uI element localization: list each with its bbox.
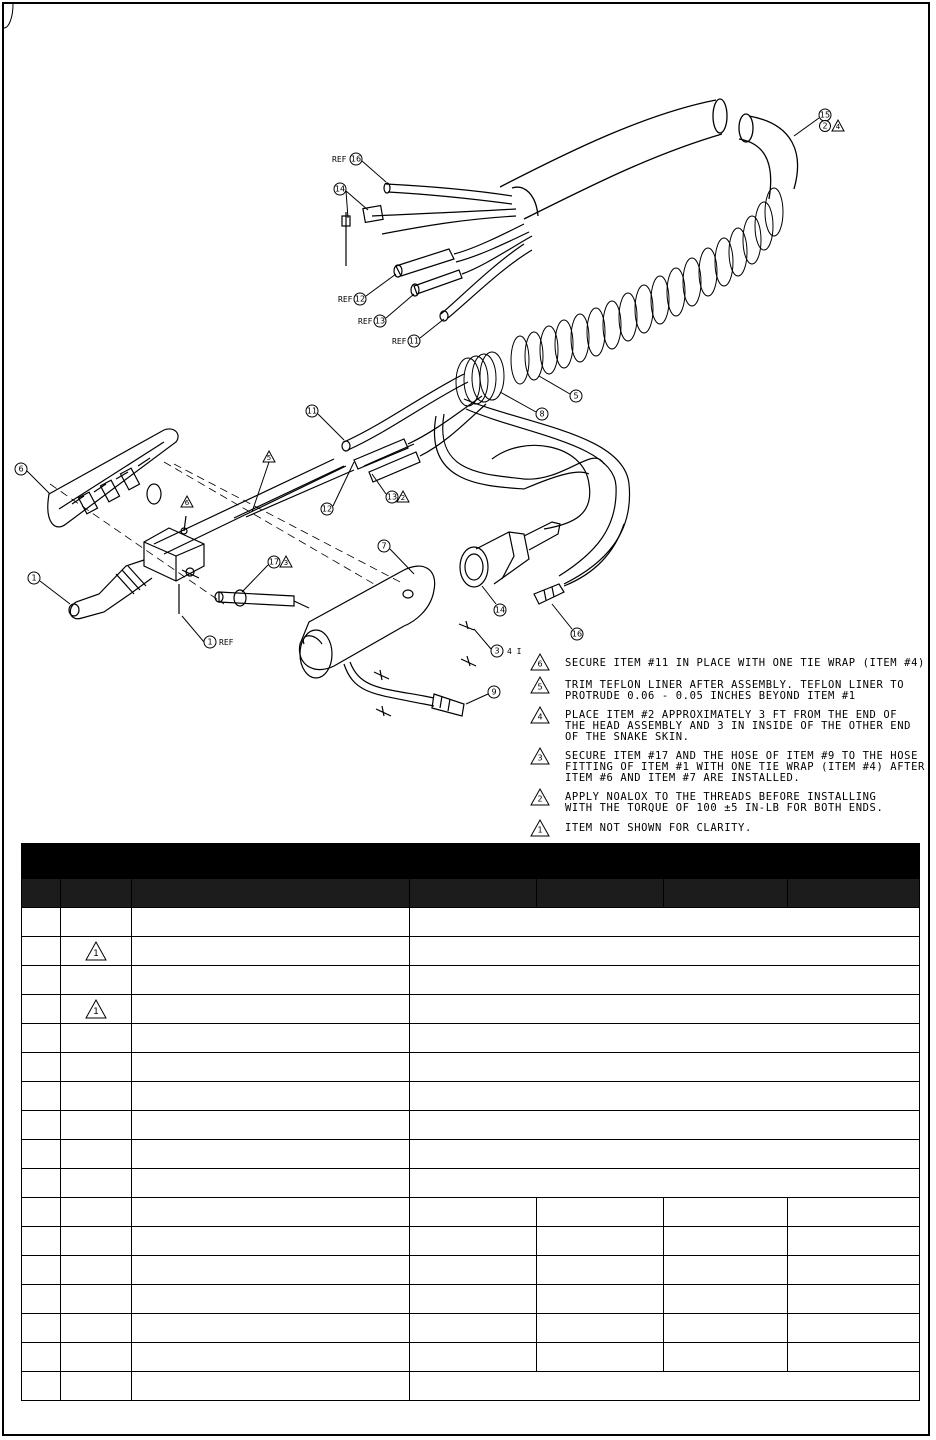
table-row bbox=[22, 1169, 920, 1198]
svg-text:PLACE ITEM #2 APPROXIMATELY 3: PLACE ITEM #2 APPROXIMATELY 3 FT FROM THE END OF bbox=[565, 709, 898, 721]
svg-text:1: 1 bbox=[537, 825, 543, 835]
document-page bbox=[2, 2, 930, 1436]
svg-text:6: 6 bbox=[18, 464, 24, 474]
svg-text:5: 5 bbox=[266, 454, 272, 462]
svg-text:3: 3 bbox=[283, 559, 289, 567]
hose-snake-skin bbox=[500, 99, 798, 219]
table-row bbox=[22, 1285, 920, 1314]
cable-group-top bbox=[342, 183, 532, 321]
svg-text:4 I: 4 I bbox=[507, 647, 522, 656]
svg-text:17: 17 bbox=[268, 557, 280, 567]
note-1 bbox=[531, 820, 752, 836]
svg-text:APPLY NOALOX TO THE THREADS BE: APPLY NOALOX TO THE THREADS BEFORE INSTALLING bbox=[565, 791, 877, 803]
cable-group-middle bbox=[342, 374, 630, 584]
svg-text:6: 6 bbox=[184, 499, 190, 507]
svg-text:4: 4 bbox=[835, 123, 841, 131]
svg-text:1: 1 bbox=[31, 573, 37, 583]
svg-text:1: 1 bbox=[207, 637, 213, 647]
note-2 bbox=[531, 789, 883, 814]
svg-text:FITTING OF ITEM #1 WITH ONE TI: FITTING OF ITEM #1 WITH ONE TIE WRAP (ITEM #4) AFTER bbox=[565, 761, 925, 773]
svg-text:REF: REF bbox=[338, 295, 353, 304]
note-4 bbox=[531, 707, 911, 743]
svg-text:ITEM #6 AND ITEM #7 ARE INSTAL: ITEM #6 AND ITEM #7 ARE INSTALLED. bbox=[565, 772, 801, 784]
table-row bbox=[22, 1024, 920, 1053]
table-header-row bbox=[22, 879, 920, 908]
svg-text:2: 2 bbox=[822, 121, 828, 131]
svg-text:REF: REF bbox=[332, 155, 347, 164]
svg-text:12: 12 bbox=[354, 294, 366, 304]
table-row bbox=[22, 937, 920, 966]
svg-text:SECURE ITEM #17 AND THE HOSE O: SECURE ITEM #17 AND THE HOSE OF ITEM #9 TO THE HOSE bbox=[565, 750, 918, 762]
table-row bbox=[22, 1314, 920, 1343]
svg-text:3: 3 bbox=[494, 646, 500, 656]
svg-text:2: 2 bbox=[400, 494, 406, 502]
exploded-assembly-drawing bbox=[4, 4, 932, 842]
svg-text:1: 1 bbox=[93, 1007, 99, 1017]
table-row bbox=[22, 1082, 920, 1111]
note-6 bbox=[531, 654, 925, 670]
svg-text:1: 1 bbox=[93, 949, 99, 959]
table-row bbox=[22, 995, 920, 1024]
table-row bbox=[22, 1111, 920, 1140]
not-shown-flag-cell bbox=[61, 995, 132, 1024]
svg-text:12: 12 bbox=[321, 504, 333, 514]
svg-text:15: 15 bbox=[819, 110, 831, 120]
svg-text:14: 14 bbox=[334, 184, 346, 194]
note-3 bbox=[531, 748, 925, 784]
svg-text:OF THE SNAKE SKIN.: OF THE SNAKE SKIN. bbox=[565, 731, 690, 743]
table-row bbox=[22, 1372, 920, 1401]
table-row bbox=[22, 1227, 920, 1256]
svg-text:16: 16 bbox=[571, 629, 583, 639]
svg-text:4: 4 bbox=[537, 712, 543, 722]
table-row bbox=[22, 1256, 920, 1285]
svg-text:ITEM NOT SHOWN FOR CLARITY.: ITEM NOT SHOWN FOR CLARITY. bbox=[565, 822, 752, 834]
svg-text:13: 13 bbox=[374, 316, 386, 326]
svg-text:PROTRUDE 0.06 - 0.05 INCHES BE: PROTRUDE 0.06 - 0.05 INCHES BEYOND ITEM #1 bbox=[565, 690, 856, 702]
svg-text:7: 7 bbox=[381, 541, 387, 551]
assembly-notes bbox=[531, 654, 925, 836]
table-title-bar bbox=[22, 844, 920, 879]
svg-text:SECURE ITEM #11 IN PLACE WITH: SECURE ITEM #11 IN PLACE WITH ONE TIE WRAP (ITEM #4) bbox=[565, 657, 925, 669]
svg-text:5: 5 bbox=[537, 682, 543, 692]
svg-text:TRIM TEFLON LINER AFTER ASSEMB: TRIM TEFLON LINER AFTER ASSEMBLY. TEFLON LINER TO bbox=[565, 679, 905, 691]
not-shown-flag-cell bbox=[61, 937, 132, 966]
svg-text:11: 11 bbox=[408, 336, 420, 346]
svg-text:14: 14 bbox=[494, 605, 506, 615]
svg-text:2: 2 bbox=[537, 794, 543, 804]
table-row bbox=[22, 1198, 920, 1227]
parts-list-table bbox=[21, 843, 920, 1401]
svg-text:16: 16 bbox=[350, 154, 362, 164]
table-row bbox=[22, 1140, 920, 1169]
svg-text:WITH THE TORQUE OF 100 ±5 IN-L: WITH THE TORQUE OF 100 ±5 IN-LB FOR BOTH ENDS. bbox=[565, 802, 884, 814]
table-row bbox=[22, 966, 920, 995]
svg-text:11: 11 bbox=[306, 406, 318, 416]
svg-text:3: 3 bbox=[537, 753, 543, 763]
svg-text:REF: REF bbox=[219, 638, 234, 647]
svg-text:9: 9 bbox=[491, 687, 497, 697]
callouts bbox=[15, 109, 844, 704]
connector-and-fitting bbox=[460, 522, 624, 604]
table-row bbox=[22, 1343, 920, 1372]
svg-text:8: 8 bbox=[539, 409, 545, 419]
warning-triangle-icon bbox=[85, 999, 107, 1019]
svg-text:REF: REF bbox=[392, 337, 407, 346]
table-row bbox=[22, 908, 920, 937]
table-row bbox=[22, 1053, 920, 1082]
note-5 bbox=[531, 677, 904, 702]
svg-text:6: 6 bbox=[537, 659, 543, 669]
svg-text:REF: REF bbox=[358, 317, 373, 326]
svg-text:13: 13 bbox=[386, 492, 398, 502]
torch-head bbox=[48, 429, 476, 716]
svg-text:5: 5 bbox=[573, 391, 579, 401]
svg-text:THE HEAD ASSEMBLY AND 3 IN INS: THE HEAD ASSEMBLY AND 3 IN INSIDE OF THE OTHER END bbox=[565, 720, 912, 732]
warning-triangle-icon bbox=[85, 941, 107, 961]
